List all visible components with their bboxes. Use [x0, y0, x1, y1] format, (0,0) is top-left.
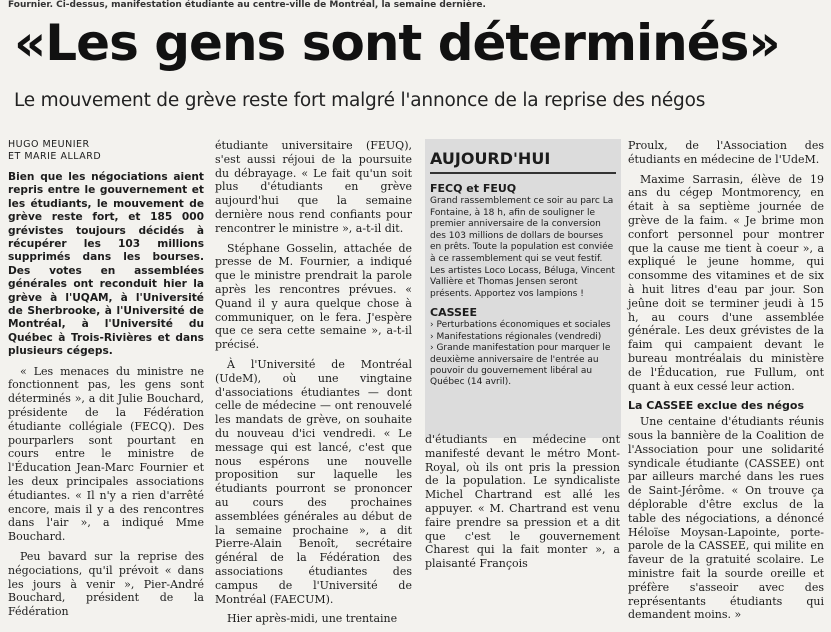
- sidebar-text-fecq: Grand rassemblement ce soir au parc La Fontaine, à 18 h, afin de souligner le premier anniversaire de la conversion des 103 millions de dollars de bourses en prêts. Toute la population est conviée à ce rassemblement qui se veut festif. Les artistes Loco Locass, Béluga, Vincent Vallière et Thomas Jensen seront présents. Apportez vos lampions !: [430, 196, 615, 299]
- paragraph: Hier après-midi, une trentaine: [227, 612, 398, 626]
- column-4: [628, 139, 824, 628]
- subheadline: Le mouvement de grève reste fort malgré l'annonce de la reprise des négos: [14, 90, 706, 111]
- sidebar-heading-fecq: FECQ et FEUQ: [430, 182, 517, 195]
- byline: [8, 139, 204, 163]
- paragraph: À l'Université de Montréal (UdeM), où une vingtaine d'associations étudiantes — dont celle de médecine — ont renouvelé les mandats de grève, on souhaite du nouveau d'ici vendredi. « Le message qui est lancé, c'est que nous espérons une nouvelle proposition sur laquelle les étudiants pourront se prononcer au cours des prochaines assemblées générales au début de la semaine prochaine », a dit Pierre-Alain Benoît, secrétaire général de la Fédération des associations étudiantes des campus de l'Université de Montréal (FAECUM).: [215, 357, 412, 606]
- lead-paragraph: Bien que les négociations aient repris entre le gouvernement et les étudiants, le mouvement de grève reste fort, et 185 000 grévistes toujours décidés à récupérer les 103 millions supprimés dans les bourses. Des votes en assemblées générales ont reconduit hier la grève à l'UQAM, à l'Université de Sherbrooke, à l'Université de Montréal, à l'Université du Québec à Trois-Rivières et dans plusieurs cégeps.: [8, 171, 204, 358]
- section-subhead: La CASSEE exclue des négos: [628, 399, 805, 413]
- sidebar-heading-cassee: CASSEE: [430, 306, 477, 320]
- photo-caption: Fournier. Ci-dessus, manifestation étudiante au centre-ville de Montréal, la semaine dernière.: [8, 0, 486, 10]
- paragraph: Stéphane Gosselin, attachée de presse de M. Fournier, a indiqué que le ministre prendrait la parole après les rencontres prévues. « Quand il y aura quelque chose à communiquer, on le fera. J'espère que ce sera cette semaine », a-t-il précisé.: [215, 241, 412, 352]
- sidebar-list-item: › Manifestations régionales (vendredi): [430, 331, 602, 342]
- sidebar-title: AUJOURD'HUI: [430, 149, 616, 174]
- paragraph: Peu bavard sur la reprise des négociations, qu'il prévoit « dans les jours à venir », Pier-André Bouchard, président de la Fédération: [8, 550, 204, 619]
- sidebar-box-today: [425, 139, 621, 438]
- column-3: [425, 433, 620, 577]
- paragraph: d'étudiants en médecine ont manifesté devant le métro Mont-Royal, où ils ont pris la pression de la population. Le syndicaliste Michel Chartrand est allé les appuyer. « M. Chartrand est venu faire prendre sa pression et a dit que c'est le gouvernement Charest qui la fait monter », a plaisanté François: [425, 433, 620, 571]
- byline-author-1: HUGO MEUNIER: [8, 139, 90, 150]
- byline-author-2: ET MARIE ALLARD: [8, 151, 102, 162]
- column-2: [215, 139, 412, 632]
- paragraph: étudiante universitaire (FEUQ), s'est aussi réjoui de la poursuite du débrayage. « Le fait qu'un soit plus d'étudiants en grève aujourd'hui que la semaine dernière nous rend confiants pour rencontrer le ministre », a-t-il dit.: [215, 139, 412, 235]
- paragraph: Proulx, de l'Association des étudiants en médecine de l'UdeM.: [628, 139, 824, 166]
- paragraph: Maxime Sarrasin, élève de 19 ans du cégep Montmorency, en était à sa septième journée de grève de la faim. « Je brime mon confort personnel pour montrer que la cause me tient à coeur », a expliqué le jeune homme, qui consomme des vitamines et de six à huit litres d'eau par jour. Son jeûne doit se terminer jeudi à 15 h, au cours d'une assemblée générale. Les deux grévistes de la faim qui campaient devant le bureau montréalais du ministère de l'Éducation, rue Fullum, ont quant à eux cessé leur action.: [628, 172, 824, 393]
- sidebar-list-item: › Grande manifestation pour marquer le deuxième anniversaire de l'entrée au pouvoir du gouvernement libéral au Québec (14 avril).: [430, 343, 611, 388]
- paragraph: Une centaine d'étudiants réunis sous la bannière de la Coalition de l'Association pour une solidarité syndicale étudiante (CASSEE) ont par ailleurs marché dans les rues de Saint-Jérôme. « On trouve ça déplorable d'être exclus de la table des négociations, a dénoncé Héloïse Moysan-Lapointe, porte-parole de la CASSEE, qui milite en faveur de la gratuité scolaire. Le ministre fait la sourde oreille et préfère s'asseoir avec des représentants étudiants qui demandent moins. »: [628, 415, 824, 622]
- headline: «Les gens sont déterminés»: [14, 14, 780, 72]
- paragraph: « Les menaces du ministre ne fonctionnent pas, les gens sont déterminés », a dit Julie Bouchard, présidente de la Fédération étudiante collégiale (FECQ). Des pourparlers sont pourtant en cours entre le ministre de l'Éducation Jean-Marc Fournier et les deux principales associations étudiantes. « Il n'y a rien d'arrêté encore, mais il y a des rencontres dans l'air », a indiqué Mme Bouchard.: [8, 364, 204, 544]
- sidebar-list-item: › Perturbations économiques et sociales: [430, 320, 611, 331]
- column-1: [8, 139, 204, 625]
- sidebar-list: [430, 320, 616, 388]
